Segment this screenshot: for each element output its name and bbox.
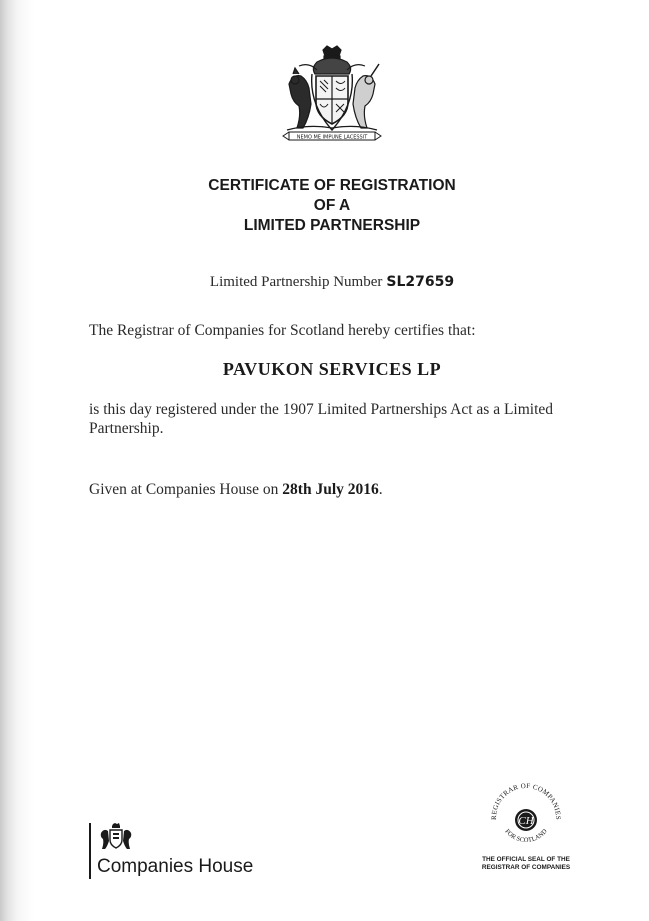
- royal-coat-of-arms-icon: [279, 44, 385, 144]
- companies-house-logo-text: Companies House: [97, 856, 254, 877]
- seal-caption: [468, 856, 584, 872]
- partnership-number-label: Limited Partnership Number: [209, 274, 383, 290]
- companies-house-logo-bar: [89, 823, 91, 879]
- official-seal-icon: [486, 776, 566, 856]
- partnership-number-value: SL27659: [386, 274, 455, 290]
- companies-house-crest-icon: [99, 823, 133, 851]
- seal-caption-line2: REGISTRAR OF COMPANIES: [481, 864, 571, 871]
- certificate-title-line1: CERTIFICATE OF REGISTRATION: [208, 177, 456, 194]
- seal-bottom-text: FOR SCOTLAND: [503, 827, 549, 845]
- partnership-number-line: [0, 272, 649, 292]
- seal-top-text: REGISTRAR OF COMPANIES: [489, 781, 563, 820]
- certificate-title-line3: LIMITED PARTNERSHIP: [243, 217, 421, 234]
- registration-statement: is this day registered under the 1907 Limited Partnerships Act as a Limited Partnership.: [89, 401, 554, 437]
- certificate-title-line2: OF A: [313, 197, 351, 214]
- given-prefix: Given at Companies House on: [89, 481, 283, 498]
- given-statement: [89, 480, 559, 499]
- seal-center-monogram: CH: [518, 815, 534, 827]
- registration-date: 28th July 2016: [282, 481, 379, 498]
- certify-statement: The Registrar of Companies for Scotland hereby certifies that:: [89, 322, 476, 339]
- seal-caption-line1: THE OFFICIAL SEAL OF THE: [482, 856, 570, 863]
- given-suffix: .: [378, 481, 383, 498]
- partnership-name: PAVUKON SERVICES LP: [222, 359, 442, 379]
- crest-motto: NEMO ME IMPUNE LACESSIT: [296, 134, 368, 141]
